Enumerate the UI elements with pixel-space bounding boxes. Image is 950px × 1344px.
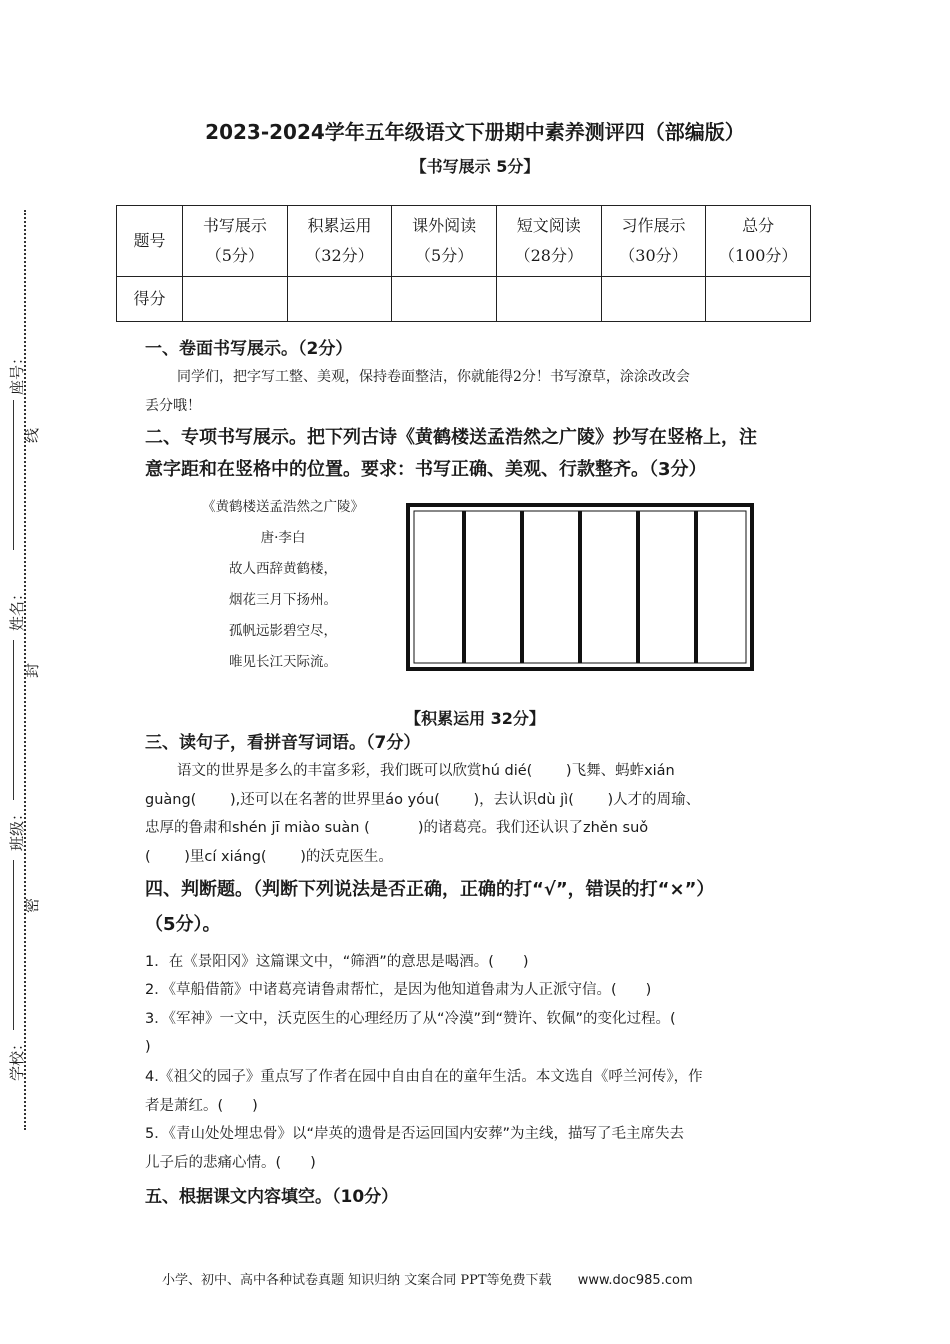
q3-heading: 三、读句子，看拼音写词语。（7分） xyxy=(145,733,421,753)
vertical-writing-grid[interactable] xyxy=(406,503,754,671)
column-name: 习作展示 xyxy=(621,216,686,235)
q2-heading-line1: 二、专项书写展示。把下列古诗《黄鹤楼送孟浩然之广陵》抄写在竖格上，注 xyxy=(145,427,757,448)
q4-item-4-cont: 者是萧红。( ) xyxy=(145,1098,258,1114)
column-cell xyxy=(706,206,811,277)
column-points: （5分） xyxy=(415,246,474,265)
column-cell xyxy=(287,206,392,277)
q3-line4: ( )里cí xiáng( )的沃克医生。 xyxy=(145,849,393,865)
column-cell xyxy=(496,206,601,277)
poem-line: 烟花三月下扬州。 xyxy=(229,592,337,608)
poem-title: 《黄鹤楼送孟浩然之广陵》 xyxy=(202,499,364,515)
q2-heading-line2: 意字距和在竖格中的位置。要求：书写正确、美观、行款整齐。（3分） xyxy=(145,459,707,480)
column-cell xyxy=(392,206,497,277)
q4-item-5: 5．《青山处处埋忠骨》以“岸英的遗骨是否运回国内安葬”为主线，描写了毛主席失去 xyxy=(145,1126,684,1142)
score-row-label: 得分 xyxy=(117,277,183,322)
seat-label: 座号： xyxy=(8,349,27,396)
class-write-line xyxy=(13,860,14,1030)
score-table-header-row xyxy=(117,206,811,277)
accum-section-header: 【积累运用 32分】 xyxy=(405,709,545,728)
q4-item-3: 3．《军神》一文中，沃克医生的心理经历了从“冷漠”到“赞许、钦佩”的变化过程。( xyxy=(145,1011,676,1027)
poem-line: 唯见长江天际流。 xyxy=(229,654,337,670)
q3-line1: 语文的世界是多么的丰富多彩，我们既可以欣赏hú dié( )飞舞、蚂蚱xián xyxy=(177,763,675,779)
score-cell[interactable] xyxy=(601,277,706,322)
exam-title: 2023-2024学年五年级语文下册期中素养测评四（部编版） xyxy=(205,120,745,144)
score-cell[interactable] xyxy=(706,277,811,322)
q1-line1: 同学们，把字写工整、美观，保持卷面整洁，你就能得2分！书写潦草，涂涂改改会 xyxy=(177,369,690,385)
footer-url[interactable]: www.doc985.com xyxy=(577,1273,693,1288)
score-table xyxy=(116,205,811,322)
q1-heading: 一、卷面书写展示。（2分） xyxy=(145,339,353,359)
secret-char: 密 xyxy=(23,897,42,914)
column-name: 短文阅读 xyxy=(516,216,581,235)
column-points: （28分） xyxy=(514,246,583,265)
q4-item-3-cont: ) xyxy=(145,1039,151,1055)
poem-block xyxy=(163,492,403,678)
column-cell xyxy=(183,206,288,277)
column-points: （100分） xyxy=(718,246,798,265)
column-name: 课外阅读 xyxy=(412,216,477,235)
q1-line2: 丢分哦！ xyxy=(145,398,201,414)
seal-char: 封 xyxy=(23,662,42,679)
q4-item-2: 2．《草船借箭》中诸葛亮请鲁肃帮忙，是因为他知道鲁肃为人正派守信。( ) xyxy=(145,982,652,998)
footer xyxy=(162,1269,693,1288)
writing-section-header: 【书写展示 5分】 xyxy=(410,157,540,176)
column-points: （30分） xyxy=(619,246,688,265)
header-label-cell: 题号 xyxy=(117,206,183,277)
q3-line2: guàng( ),还可以在名著的世界里áo yóu( )，去认识dù jì( )人才的周瑜、 xyxy=(145,792,701,808)
name-label: 姓名： xyxy=(8,585,27,632)
line-char: 线 xyxy=(23,427,42,444)
q3-line3: 忠厚的鲁肃和shén jī miào suàn ( )的诸葛亮。我们还认识了zhěn suǒ xyxy=(145,820,649,836)
school-label: 学校： xyxy=(8,1035,27,1082)
seat-write-line xyxy=(13,400,14,550)
column-cell xyxy=(601,206,706,277)
poem-line: 故人西辞黄鹤楼， xyxy=(229,561,337,577)
column-points: （5分） xyxy=(205,246,264,265)
q4-heading-line2: （5分）。 xyxy=(145,914,221,935)
q4-item-4: 4.《祖父的园子》重点写了作者在园中自由自在的童年生活。本文选自《呼兰河传》，作 xyxy=(145,1069,703,1085)
score-cell[interactable] xyxy=(183,277,288,322)
poem-author: 唐·李白 xyxy=(260,530,306,546)
column-name: 积累运用 xyxy=(307,216,372,235)
score-table-score-row xyxy=(117,277,811,322)
column-name: 总分 xyxy=(742,216,775,235)
poem-line: 孤帆远影碧空尽， xyxy=(229,623,337,639)
column-name: 书写展示 xyxy=(202,216,267,235)
q4-item-5-cont: 儿子后的悲痛心情。( ) xyxy=(145,1155,316,1171)
class-label: 班级： xyxy=(8,805,27,852)
footer-text: 小学、初中、高中各种试卷真题 知识归纳 文案合同 PPT等免费下载 xyxy=(162,1273,552,1288)
q5-heading: 五、根据课文内容填空。（10分） xyxy=(145,1187,399,1207)
score-cell[interactable] xyxy=(392,277,497,322)
column-points: （32分） xyxy=(305,246,374,265)
q4-heading-line1: 四、判断题。（判断下列说法是否正确，正确的打“√”，错误的打“×”） xyxy=(145,879,715,900)
q4-item-1: 1．在《景阳冈》这篇课文中，“筛酒”的意思是喝酒。( ) xyxy=(145,954,529,970)
score-cell[interactable] xyxy=(496,277,601,322)
score-cell[interactable] xyxy=(287,277,392,322)
